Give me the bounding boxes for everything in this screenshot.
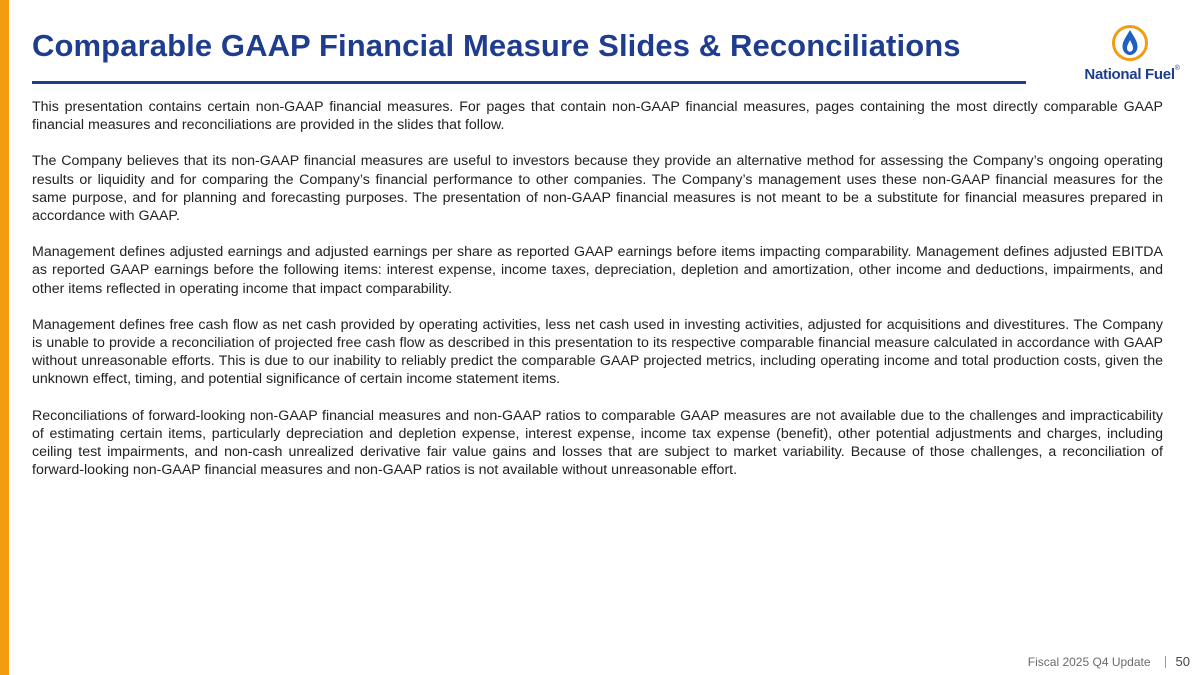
company-logo	[1074, 24, 1190, 88]
body-text	[32, 98, 1163, 497]
footer	[1028, 654, 1190, 669]
page-title: Comparable GAAP Financial Measure Slides & Reconciliations	[32, 28, 961, 63]
accent-bar	[0, 0, 9, 675]
registered-mark: ®	[1174, 65, 1180, 72]
paragraph-free-cash-flow: Management defines free cash flow as net cash provided by operating activities, less net cash used in investing activities, adjusted for acquisitions and divestitures. The Company is unable to provide a reconciliation of projected free cash flow as described in this presentation to its respective comparable financial measure calculated in accordance with GAAP without unreasonable efforts. This is due to our inability to reliably predict the comparable GAAP projected metrics, including operating income and total production costs, given the unknown effect, timing, and potential significance of certain income statement items.	[32, 316, 1163, 388]
paragraph-adjusted-earnings: Management defines adjusted earnings and adjusted earnings per share as reported GAAP earnings before items impacting comparability. Management defines adjusted EBITDA as reported GAAP earnings before the following items: interest expense, income taxes, depreciation, depletion and amortization, other income and deductions, impairments, and other items reflected in operating income that impact comparability.	[32, 244, 1163, 297]
paragraph-usefulness: The Company believes that its non-GAAP financial measures are useful to investors because they provide an alternative method for assessing the Company’s ongoing operating results or liquidity and for comparing the Company’s financial performance to other companies. The Company’s management uses these non-GAAP financial measures for the same purpose, and for planning and forecasting purposes. The presentation of non-GAAP financial measures is not meant to be a substitute for financial measures prepared in accordance with GAAP.	[32, 153, 1163, 225]
footer-separator	[1165, 656, 1166, 668]
title-divider	[32, 81, 1026, 84]
paragraph-forward-looking: Reconciliations of forward-looking non-GAAP financial measures and non-GAAP ratios to comparable GAAP measures are not available due to the challenges and impracticability of estimating certain items, particularly depreciation and depletion expense, interest expense, income tax expense (benefit), other potential adjustments and charges, including ceiling test impairments, and non-cash unrealized derivative fair value gains and losses that are subject to market variability. Because of those challenges, a reconciliation of forward-looking non-GAAP financial measures and non-GAAP ratios is not available without unreasonable effort.	[32, 407, 1163, 479]
flame-drop-icon	[1111, 24, 1149, 62]
page-number: 50	[1175, 654, 1190, 669]
logo-name: National Fuel	[1084, 66, 1175, 83]
paragraph-non-gaap-intro: This presentation contains certain non-GAAP financial measures. For pages that contain non-GAAP financial measures, pages containing the most directly comparable GAAP financial measures and reconciliations are provided in the slides that follow.	[32, 99, 1163, 134]
logo-wordmark	[1074, 66, 1190, 83]
footer-label: Fiscal 2025 Q4 Update	[1027, 654, 1151, 669]
